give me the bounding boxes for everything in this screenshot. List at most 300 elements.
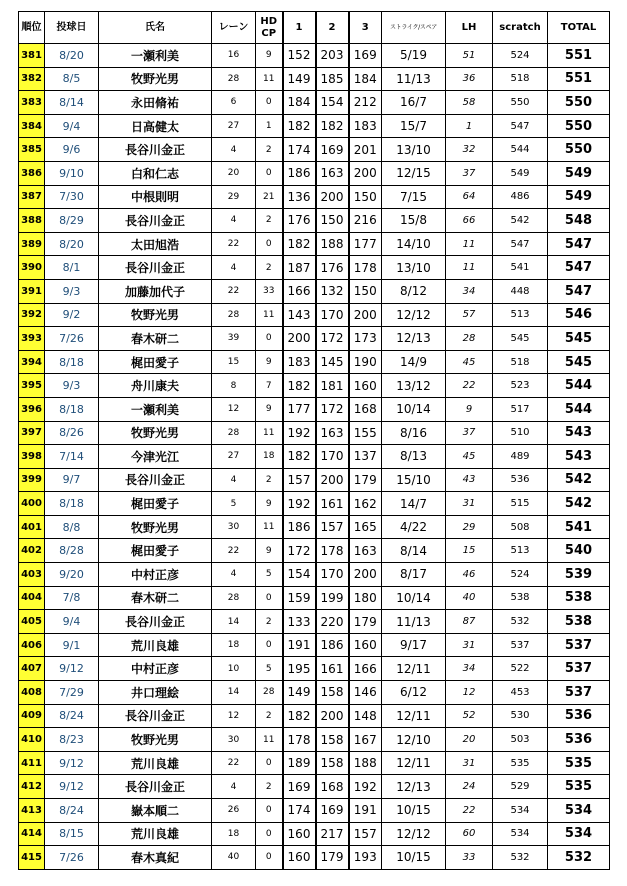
rank-cell: 395 <box>19 374 45 398</box>
header-game-2: 2 <box>316 12 349 44</box>
game-3-score: 180 <box>349 586 382 610</box>
lh-cell: 31 <box>446 751 493 775</box>
lane-cell: 28 <box>212 303 256 327</box>
date-cell: 8/29 <box>45 209 99 233</box>
strike-spare-cell: 10/14 <box>382 586 446 610</box>
game-3-score: 179 <box>349 610 382 634</box>
game-1-score: 154 <box>283 563 316 587</box>
date-cell: 9/20 <box>45 563 99 587</box>
lh-cell: 52 <box>446 704 493 728</box>
table-row <box>19 185 610 209</box>
hdcp-cell: 7 <box>256 374 283 398</box>
lh-cell: 29 <box>446 515 493 539</box>
game-3-score: 200 <box>349 303 382 327</box>
game-1-score: 160 <box>283 822 316 846</box>
rank-cell: 394 <box>19 350 45 374</box>
total-cell: 547 <box>548 256 610 280</box>
total-cell: 551 <box>548 67 610 91</box>
date-cell: 9/6 <box>45 138 99 162</box>
game-2-score: 161 <box>316 657 349 681</box>
scratch-cell: 536 <box>493 468 548 492</box>
total-cell: 548 <box>548 209 610 233</box>
scratch-cell: 529 <box>493 775 548 799</box>
strike-spare-cell: 14/10 <box>382 232 446 256</box>
scratch-cell: 448 <box>493 279 548 303</box>
game-3-score: 191 <box>349 799 382 823</box>
game-3-score: 184 <box>349 67 382 91</box>
rank-cell: 402 <box>19 539 45 563</box>
scratch-cell: 537 <box>493 633 548 657</box>
strike-spare-cell: 12/11 <box>382 657 446 681</box>
total-cell: 538 <box>548 610 610 634</box>
hdcp-cell: 9 <box>256 397 283 421</box>
game-2-score: 145 <box>316 350 349 374</box>
lane-cell: 10 <box>212 657 256 681</box>
lane-cell: 4 <box>212 775 256 799</box>
total-cell: 540 <box>548 539 610 563</box>
lane-cell: 22 <box>212 539 256 563</box>
strike-spare-cell: 12/12 <box>382 303 446 327</box>
lane-cell: 4 <box>212 468 256 492</box>
scratch-cell: 523 <box>493 374 548 398</box>
date-cell: 9/1 <box>45 633 99 657</box>
lane-cell: 4 <box>212 563 256 587</box>
table-row <box>19 775 610 799</box>
header-total: TOTAL <box>548 12 610 44</box>
table-row <box>19 563 610 587</box>
lane-cell: 12 <box>212 397 256 421</box>
lh-cell: 36 <box>446 67 493 91</box>
rank-cell: 414 <box>19 822 45 846</box>
table-row <box>19 468 610 492</box>
hdcp-cell: 0 <box>256 91 283 115</box>
rank-cell: 405 <box>19 610 45 634</box>
lh-cell: 31 <box>446 633 493 657</box>
lh-cell: 20 <box>446 728 493 752</box>
strike-spare-cell: 15/10 <box>382 468 446 492</box>
strike-spare-cell: 9/17 <box>382 633 446 657</box>
total-cell: 542 <box>548 492 610 516</box>
rank-cell: 403 <box>19 563 45 587</box>
scratch-cell: 535 <box>493 751 548 775</box>
rank-cell: 399 <box>19 468 45 492</box>
lane-cell: 27 <box>212 445 256 469</box>
total-cell: 537 <box>548 657 610 681</box>
game-2-score: 181 <box>316 374 349 398</box>
header-game-1: 1 <box>283 12 316 44</box>
date-cell: 8/24 <box>45 799 99 823</box>
rank-cell: 390 <box>19 256 45 280</box>
rank-cell: 381 <box>19 44 45 68</box>
lane-cell: 4 <box>212 209 256 233</box>
game-3-score: 188 <box>349 751 382 775</box>
date-cell: 7/26 <box>45 327 99 351</box>
name-cell: 荒川良雄 <box>99 633 212 657</box>
game-3-score: 178 <box>349 256 382 280</box>
total-cell: 551 <box>548 44 610 68</box>
date-cell: 9/12 <box>45 657 99 681</box>
scratch-cell: 547 <box>493 232 548 256</box>
game-1-score: 192 <box>283 492 316 516</box>
game-1-score: 200 <box>283 327 316 351</box>
game-2-score: 170 <box>316 303 349 327</box>
game-3-score: 148 <box>349 704 382 728</box>
game-1-score: 143 <box>283 303 316 327</box>
lane-cell: 16 <box>212 44 256 68</box>
table-row <box>19 657 610 681</box>
name-cell: 梶田愛子 <box>99 539 212 563</box>
total-cell: 537 <box>548 633 610 657</box>
rank-cell: 383 <box>19 91 45 115</box>
lh-cell: 43 <box>446 468 493 492</box>
lane-cell: 4 <box>212 138 256 162</box>
date-cell: 9/4 <box>45 114 99 138</box>
game-3-score: 160 <box>349 374 382 398</box>
game-1-score: 133 <box>283 610 316 634</box>
scratch-cell: 538 <box>493 586 548 610</box>
hdcp-cell: 5 <box>256 563 283 587</box>
strike-spare-cell: 11/13 <box>382 610 446 634</box>
lane-cell: 28 <box>212 421 256 445</box>
game-1-score: 186 <box>283 515 316 539</box>
scratch-cell: 522 <box>493 657 548 681</box>
header-hdcp-line2: CP <box>261 27 277 39</box>
table-row <box>19 846 610 870</box>
rank-cell: 413 <box>19 799 45 823</box>
name-cell: 太田旭浩 <box>99 232 212 256</box>
game-1-score: 192 <box>283 421 316 445</box>
scratch-cell: 508 <box>493 515 548 539</box>
total-cell: 549 <box>548 185 610 209</box>
total-cell: 542 <box>548 468 610 492</box>
lh-cell: 58 <box>446 91 493 115</box>
hdcp-cell: 28 <box>256 681 283 705</box>
date-cell: 7/26 <box>45 846 99 870</box>
game-1-score: 191 <box>283 633 316 657</box>
lh-cell: 34 <box>446 279 493 303</box>
hdcp-cell: 11 <box>256 421 283 445</box>
hdcp-cell: 2 <box>256 209 283 233</box>
date-cell: 9/2 <box>45 303 99 327</box>
lh-cell: 22 <box>446 374 493 398</box>
game-1-score: 152 <box>283 44 316 68</box>
game-1-score: 183 <box>283 350 316 374</box>
date-cell: 9/10 <box>45 161 99 185</box>
scratch-cell: 534 <box>493 799 548 823</box>
game-3-score: 179 <box>349 468 382 492</box>
total-cell: 534 <box>548 799 610 823</box>
total-cell: 534 <box>548 822 610 846</box>
hdcp-cell: 0 <box>256 327 283 351</box>
header-hdcp-line1: HD <box>260 15 278 27</box>
strike-spare-cell: 12/11 <box>382 704 446 728</box>
table-row <box>19 681 610 705</box>
table-row <box>19 138 610 162</box>
ranking-table <box>18 11 610 870</box>
rank-cell: 391 <box>19 279 45 303</box>
game-1-score: 160 <box>283 846 316 870</box>
name-cell: 長谷川金正 <box>99 468 212 492</box>
total-cell: 538 <box>548 586 610 610</box>
lh-cell: 34 <box>446 657 493 681</box>
date-cell: 9/12 <box>45 775 99 799</box>
name-cell: 梶田愛子 <box>99 350 212 374</box>
rank-cell: 386 <box>19 161 45 185</box>
scratch-cell: 530 <box>493 704 548 728</box>
total-cell: 544 <box>548 374 610 398</box>
header-lh: LH <box>446 12 493 44</box>
name-cell: 牧野光男 <box>99 421 212 445</box>
header-strike-spare: ストライク/スペア <box>382 12 446 44</box>
table-row <box>19 256 610 280</box>
name-cell: 永田脩祐 <box>99 91 212 115</box>
scratch-cell: 547 <box>493 114 548 138</box>
strike-spare-cell: 10/15 <box>382 846 446 870</box>
lh-cell: 57 <box>446 303 493 327</box>
scratch-cell: 532 <box>493 846 548 870</box>
name-cell: 中村正彦 <box>99 657 212 681</box>
hdcp-cell: 0 <box>256 751 283 775</box>
strike-spare-cell: 13/10 <box>382 138 446 162</box>
strike-spare-cell: 7/15 <box>382 185 446 209</box>
lh-cell: 45 <box>446 445 493 469</box>
hdcp-cell: 9 <box>256 539 283 563</box>
game-3-score: 165 <box>349 515 382 539</box>
rank-cell: 397 <box>19 421 45 445</box>
date-cell: 8/14 <box>45 91 99 115</box>
game-2-score: 161 <box>316 492 349 516</box>
lane-cell: 5 <box>212 492 256 516</box>
table-row <box>19 209 610 233</box>
game-1-score: 169 <box>283 775 316 799</box>
rank-cell: 401 <box>19 515 45 539</box>
game-3-score: 163 <box>349 539 382 563</box>
lh-cell: 60 <box>446 822 493 846</box>
total-cell: 547 <box>548 232 610 256</box>
game-2-score: 220 <box>316 610 349 634</box>
rank-cell: 410 <box>19 728 45 752</box>
rank-cell: 385 <box>19 138 45 162</box>
game-1-score: 182 <box>283 232 316 256</box>
header-scratch: scratch <box>493 12 548 44</box>
lh-cell: 31 <box>446 492 493 516</box>
lane-cell: 15 <box>212 350 256 374</box>
table-row <box>19 539 610 563</box>
game-2-score: 176 <box>316 256 349 280</box>
game-3-score: 190 <box>349 350 382 374</box>
lane-cell: 28 <box>212 586 256 610</box>
game-1-score: 182 <box>283 445 316 469</box>
strike-spare-cell: 8/14 <box>382 539 446 563</box>
lh-cell: 12 <box>446 681 493 705</box>
date-cell: 8/18 <box>45 397 99 421</box>
game-1-score: 178 <box>283 728 316 752</box>
game-2-score: 185 <box>316 67 349 91</box>
game-2-score: 200 <box>316 185 349 209</box>
name-cell: 牧野光男 <box>99 515 212 539</box>
strike-spare-cell: 16/7 <box>382 91 446 115</box>
game-3-score: 216 <box>349 209 382 233</box>
game-3-score: 173 <box>349 327 382 351</box>
game-2-score: 172 <box>316 397 349 421</box>
game-2-score: 170 <box>316 563 349 587</box>
lane-cell: 14 <box>212 681 256 705</box>
hdcp-cell: 2 <box>256 775 283 799</box>
rank-cell: 412 <box>19 775 45 799</box>
table-row <box>19 445 610 469</box>
hdcp-cell: 0 <box>256 232 283 256</box>
strike-spare-cell: 10/14 <box>382 397 446 421</box>
game-2-score: 158 <box>316 728 349 752</box>
date-cell: 7/8 <box>45 586 99 610</box>
total-cell: 547 <box>548 279 610 303</box>
total-cell: 539 <box>548 563 610 587</box>
game-2-score: 168 <box>316 775 349 799</box>
date-cell: 8/23 <box>45 728 99 752</box>
lh-cell: 22 <box>446 799 493 823</box>
table-body <box>19 44 610 870</box>
name-cell: 嶽本順二 <box>99 799 212 823</box>
name-cell: 日高健太 <box>99 114 212 138</box>
rank-cell: 404 <box>19 586 45 610</box>
game-1-score: 182 <box>283 114 316 138</box>
total-cell: 535 <box>548 751 610 775</box>
date-cell: 9/3 <box>45 374 99 398</box>
date-cell: 7/30 <box>45 185 99 209</box>
table-row <box>19 515 610 539</box>
game-1-score: 159 <box>283 586 316 610</box>
strike-spare-cell: 14/7 <box>382 492 446 516</box>
hdcp-cell: 0 <box>256 633 283 657</box>
strike-spare-cell: 12/11 <box>382 751 446 775</box>
scratch-cell: 524 <box>493 44 548 68</box>
scratch-cell: 524 <box>493 563 548 587</box>
lane-cell: 18 <box>212 822 256 846</box>
game-2-score: 178 <box>316 539 349 563</box>
scratch-cell: 486 <box>493 185 548 209</box>
table-row <box>19 822 610 846</box>
name-cell: 長谷川金正 <box>99 704 212 728</box>
table-row <box>19 114 610 138</box>
rank-cell: 408 <box>19 681 45 705</box>
table-row <box>19 91 610 115</box>
game-2-score: 158 <box>316 751 349 775</box>
lh-cell: 37 <box>446 161 493 185</box>
game-1-score: 166 <box>283 279 316 303</box>
total-cell: 550 <box>548 114 610 138</box>
game-2-score: 200 <box>316 704 349 728</box>
hdcp-cell: 0 <box>256 586 283 610</box>
table-row <box>19 374 610 398</box>
lh-cell: 28 <box>446 327 493 351</box>
game-2-score: 182 <box>316 114 349 138</box>
scratch-cell: 503 <box>493 728 548 752</box>
lane-cell: 20 <box>212 161 256 185</box>
game-2-score: 179 <box>316 846 349 870</box>
game-1-score: 182 <box>283 704 316 728</box>
lh-cell: 11 <box>446 256 493 280</box>
strike-spare-cell: 11/13 <box>382 67 446 91</box>
date-cell: 8/24 <box>45 704 99 728</box>
name-cell: 舟川康夫 <box>99 374 212 398</box>
rank-cell: 388 <box>19 209 45 233</box>
name-cell: 梶田愛子 <box>99 492 212 516</box>
header-date: 投球日 <box>45 12 99 44</box>
game-3-score: 150 <box>349 185 382 209</box>
rank-cell: 387 <box>19 185 45 209</box>
date-cell: 8/26 <box>45 421 99 445</box>
lh-cell: 46 <box>446 563 493 587</box>
table-row <box>19 67 610 91</box>
hdcp-cell: 11 <box>256 515 283 539</box>
rank-cell: 409 <box>19 704 45 728</box>
name-cell: 春木研二 <box>99 327 212 351</box>
scratch-cell: 513 <box>493 303 548 327</box>
header-rank: 順位 <box>19 12 45 44</box>
lane-cell: 30 <box>212 728 256 752</box>
hdcp-cell: 33 <box>256 279 283 303</box>
name-cell: 春木研二 <box>99 586 212 610</box>
game-2-score: 170 <box>316 445 349 469</box>
table-row <box>19 44 610 68</box>
lh-cell: 64 <box>446 185 493 209</box>
name-cell: 今津光江 <box>99 445 212 469</box>
header-lane: レーン <box>212 12 256 44</box>
table-row <box>19 799 610 823</box>
date-cell: 9/4 <box>45 610 99 634</box>
game-2-score: 200 <box>316 468 349 492</box>
lane-cell: 28 <box>212 67 256 91</box>
lane-cell: 12 <box>212 704 256 728</box>
rank-cell: 400 <box>19 492 45 516</box>
rank-cell: 398 <box>19 445 45 469</box>
lh-cell: 15 <box>446 539 493 563</box>
date-cell: 7/29 <box>45 681 99 705</box>
table-row <box>19 350 610 374</box>
rank-cell: 411 <box>19 751 45 775</box>
game-3-score: 183 <box>349 114 382 138</box>
game-2-score: 203 <box>316 44 349 68</box>
game-2-score: 163 <box>316 421 349 445</box>
table-row <box>19 728 610 752</box>
name-cell: 加藤加代子 <box>99 279 212 303</box>
game-3-score: 162 <box>349 492 382 516</box>
lh-cell: 37 <box>446 421 493 445</box>
name-cell: 長谷川金正 <box>99 775 212 799</box>
hdcp-cell: 11 <box>256 303 283 327</box>
table-row <box>19 303 610 327</box>
hdcp-cell: 11 <box>256 67 283 91</box>
table-row <box>19 633 610 657</box>
hdcp-cell: 2 <box>256 610 283 634</box>
table-row <box>19 751 610 775</box>
lane-cell: 40 <box>212 846 256 870</box>
total-cell: 535 <box>548 775 610 799</box>
game-3-score: 168 <box>349 397 382 421</box>
total-cell: 541 <box>548 515 610 539</box>
game-1-score: 176 <box>283 209 316 233</box>
game-2-score: 169 <box>316 799 349 823</box>
hdcp-cell: 0 <box>256 161 283 185</box>
strike-spare-cell: 15/8 <box>382 209 446 233</box>
name-cell: 長谷川金正 <box>99 256 212 280</box>
name-cell: 長谷川金正 <box>99 610 212 634</box>
game-3-score: 169 <box>349 44 382 68</box>
date-cell: 7/14 <box>45 445 99 469</box>
name-cell: 牧野光男 <box>99 67 212 91</box>
scratch-cell: 517 <box>493 397 548 421</box>
strike-spare-cell: 12/13 <box>382 327 446 351</box>
